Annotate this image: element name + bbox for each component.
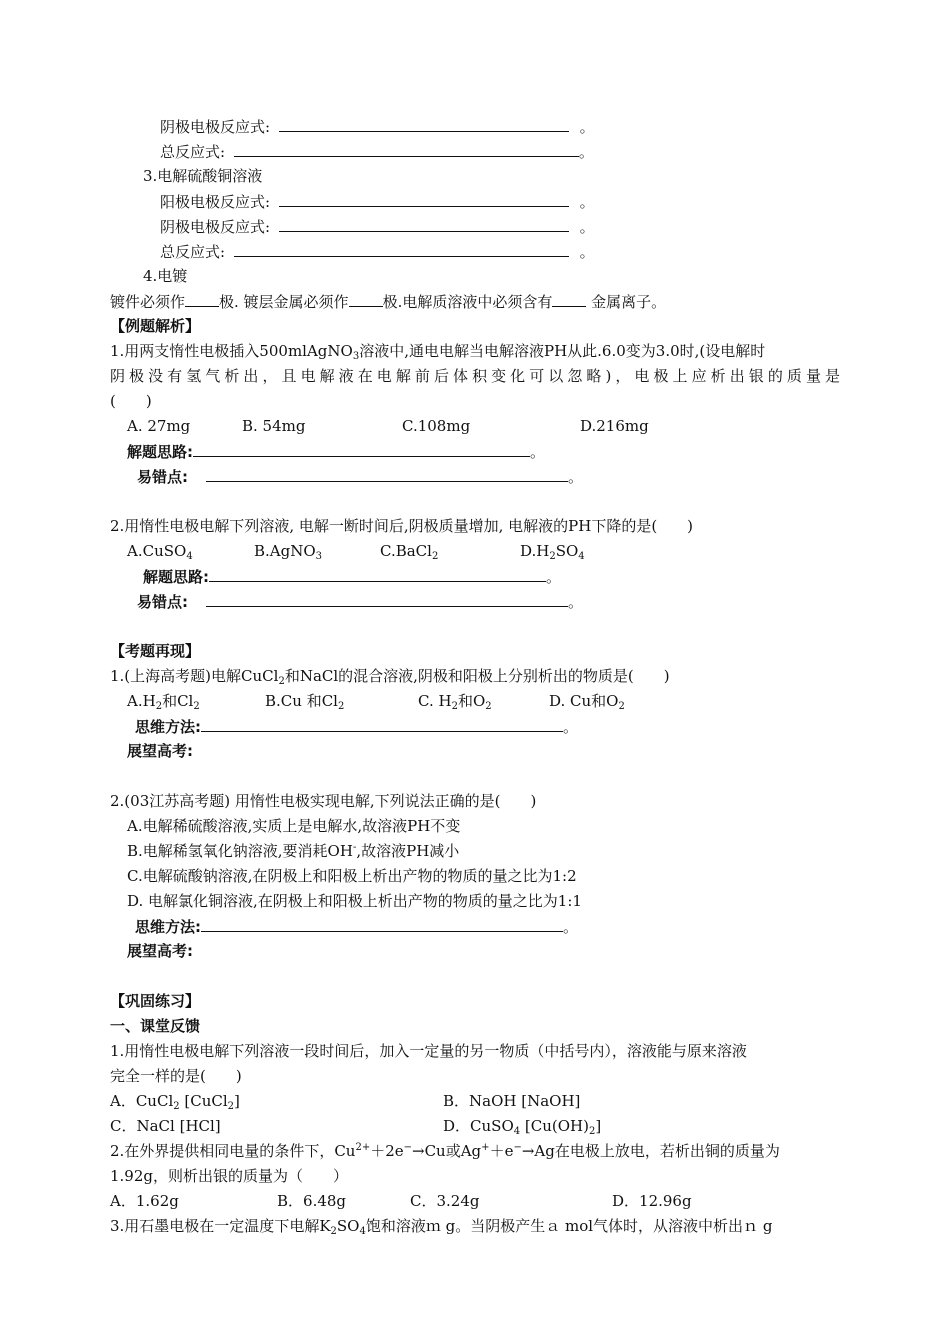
label: 阴极电极反应式: (160, 118, 271, 136)
subscript: 2 (618, 701, 625, 712)
text: B.AgNO (254, 542, 316, 560)
q2-option-a[interactable] (127, 541, 193, 561)
label: 易错点: (137, 593, 188, 611)
text: 镀件必须作 (110, 293, 186, 311)
q1-option-c[interactable]: C.108mg (402, 417, 471, 435)
subscript: 3 (315, 551, 323, 562)
answer-blank[interactable] (206, 591, 568, 607)
answer-blank[interactable] (201, 916, 563, 932)
e1-option-a[interactable] (127, 691, 200, 711)
superscript: − (513, 1142, 522, 1153)
p1-line1: 1.用惰性电极电解下列溶液一段时间后，加入一定量的另一物质（中括号内），溶液能与原来溶液 (110, 1042, 747, 1060)
e2-outlook-label: 展望高考: (127, 942, 193, 960)
label: 思维方法: (135, 918, 201, 936)
label: 总反应式: (160, 143, 226, 161)
p3-line1 (110, 1216, 772, 1236)
example-q1-line1 (110, 341, 765, 361)
period: 。 (579, 243, 595, 261)
q1-option-a[interactable]: A. 27mg (127, 417, 191, 435)
total-reaction-line (160, 141, 594, 162)
e1-option-c[interactable] (418, 691, 492, 711)
text: ] (234, 1092, 240, 1110)
answer-blank[interactable] (279, 216, 569, 232)
text: A.CuSO (127, 542, 187, 560)
text: 和Cl (162, 692, 194, 710)
p2-line1 (110, 1141, 780, 1161)
subscript: 2 (278, 676, 285, 687)
item-3: 3.电解硫酸铜溶液 (143, 167, 263, 185)
subscript: 2 (337, 701, 345, 712)
item-4: 4.电镀 (143, 267, 188, 285)
text: ＋e (489, 1142, 514, 1160)
q1-option-d[interactable]: D.216mg (580, 417, 649, 435)
label: 总反应式: (160, 243, 226, 261)
p2-option-c[interactable]: C．3.24g (410, 1192, 480, 1210)
subscript: 3 (352, 351, 360, 362)
section-heading-example: 【例题解析】 (110, 317, 201, 335)
text: C. H (418, 692, 452, 710)
answer-blank[interactable] (193, 441, 530, 457)
label: 易错点: (137, 468, 188, 486)
answer-blank[interactable] (209, 566, 546, 582)
text: D．CuSO (443, 1117, 514, 1135)
text: C.BaCl (380, 542, 432, 560)
p1-line2: 完全一样的是( ) (110, 1067, 242, 1085)
example-q2: 2.用惰性电极电解下列溶液, 电解一断时间后,阴极质量增加, 电解液的PH下降的是( ) (110, 517, 694, 535)
answer-blank[interactable] (201, 716, 563, 732)
period: 。 (579, 193, 595, 211)
e2-option-d[interactable]: D. 电解氯化铜溶液,在阴极上和阳极上析出产物的物质的量之比为1:1 (127, 892, 582, 910)
subscript: 2 (227, 1101, 235, 1112)
p1-option-c[interactable]: C．NaCl [HCl] (110, 1117, 221, 1135)
e2-method-line (135, 916, 578, 937)
anode-reaction-line (160, 191, 595, 212)
text: 1.用两支惰性电极插入500mlAgNO (110, 342, 353, 360)
answer-blank[interactable] (279, 116, 569, 132)
p1-option-a[interactable] (110, 1091, 240, 1111)
q2-option-c[interactable] (380, 541, 438, 561)
period: 。 (578, 143, 594, 161)
e2-option-a[interactable]: A.电解稀硫酸溶液,实质上是电解水,故溶液PH不变 (127, 817, 461, 835)
q1-option-b[interactable]: B. 54mg (242, 417, 306, 435)
answer-blank[interactable] (279, 191, 569, 207)
q2-thinking-line (143, 566, 561, 587)
subscript: 4 (359, 1226, 366, 1237)
q2-option-d[interactable] (520, 541, 585, 561)
text: 1.(上海高考题)电解CuCl (110, 667, 279, 685)
text: 和O (457, 692, 486, 710)
subscript: 2 (330, 1226, 337, 1237)
cathode-reaction-line-2 (160, 216, 595, 237)
p1-option-b[interactable]: B．NaOH [NaOH] (443, 1092, 581, 1110)
text: 和NaCl的混合溶液,阴极和阳极上分别析出的物质是( ) (284, 667, 670, 685)
text: 极. 镀层金属必须作 (219, 293, 349, 311)
superscript: 2+ (355, 1142, 371, 1153)
p2-option-a[interactable]: A．1.62g (110, 1192, 179, 1210)
e1-option-d[interactable] (549, 691, 625, 711)
superscript: + (481, 1142, 490, 1153)
q2-option-b[interactable] (254, 541, 322, 561)
subscript: 2 (451, 701, 458, 712)
text: ＋2e (370, 1142, 404, 1160)
subscript: 4 (513, 1126, 521, 1137)
text: D.H (520, 542, 550, 560)
e2-option-c[interactable]: C.电解硫酸钠溶液,在阴极上和阳极上析出产物的物质的量之比为1:2 (127, 867, 577, 885)
text: 极.电解质溶液中必须含有 (382, 293, 553, 311)
label: 思维方法: (135, 718, 201, 736)
text: 溶液中,通电电解当电解溶液PH从此.6.0变为3.0时,(设电解时 (359, 342, 766, 360)
e1-option-b[interactable] (265, 691, 344, 711)
period: 。 (579, 118, 595, 136)
subscript: 4 (578, 551, 585, 562)
label: 阴极电极反应式: (160, 218, 271, 236)
answer-blank[interactable] (185, 291, 219, 307)
label: 解题思路: (127, 443, 193, 461)
total-reaction-line-2 (160, 241, 595, 262)
e1-method-line (135, 716, 578, 737)
subscript: 4 (186, 551, 193, 562)
exam-q1 (110, 666, 670, 686)
cathode-reaction-line (160, 116, 595, 137)
text: ,故溶液PH减小 (356, 842, 460, 860)
p2-line2: 1.92g，则析出银的质量为（ ） (110, 1167, 349, 1185)
e1-outlook-label: 展望高考: (127, 742, 193, 760)
label: 阳极电极反应式: (160, 193, 271, 211)
subscript: 2 (193, 701, 200, 712)
plating-sentence (110, 291, 666, 312)
q2-error-line (137, 591, 583, 612)
q1-error-line (137, 466, 583, 487)
text: D. Cu和O (549, 692, 619, 710)
text: 金属离子。 (586, 293, 667, 311)
text: B.Cu 和Cl (265, 692, 338, 710)
text: SO (336, 1217, 360, 1235)
text: [Cu(OH) (520, 1117, 589, 1135)
label: 解题思路: (143, 568, 209, 586)
answer-blank[interactable] (552, 291, 586, 307)
text: A．CuCl (110, 1092, 174, 1110)
text: →Ag在电极上放电，若析出铜的质量为 (521, 1142, 780, 1160)
subscript: 2 (431, 551, 439, 562)
section-heading-exam: 【考题再现】 (110, 642, 201, 660)
text: A.H (127, 692, 156, 710)
text: 3.用石墨电极在一定温度下电解K (110, 1217, 331, 1235)
p1-option-d[interactable] (443, 1116, 601, 1136)
text: ] (595, 1117, 602, 1135)
period: 。 (568, 593, 584, 611)
period: 。 (563, 918, 579, 936)
example-q1-line2: 阴极没有氢气析出，且电解液在电解前后体积变化可以忽略)，电极上应析出银的质量是 (110, 367, 840, 385)
q1-thinking-line (127, 441, 545, 462)
p2-option-b[interactable]: B．6.48g (277, 1192, 347, 1210)
text: SO (555, 542, 579, 560)
answer-blank[interactable] (206, 466, 568, 482)
superscript: − (403, 1142, 413, 1153)
period: 。 (530, 443, 546, 461)
text: [CuCl (179, 1092, 228, 1110)
answer-blank[interactable] (349, 291, 383, 307)
subheading-class-feedback: 一、课堂反馈 (110, 1017, 201, 1035)
text: 饱和溶液ｍ g。当阴极产生ａ mol气体时，从溶液中析出ｎ g (365, 1217, 773, 1235)
exam-q2: 2.(03江苏高考题) 用惰性电极实现电解,下列说法正确的是( ) (110, 792, 537, 810)
period: 。 (563, 718, 579, 736)
p2-option-d[interactable]: D．12.96g (612, 1192, 692, 1210)
subscript: 2 (588, 1126, 596, 1137)
period: 。 (546, 568, 562, 586)
subscript: 2 (485, 701, 492, 712)
answer-blank[interactable] (234, 141, 579, 157)
text: →Cu或Ag (412, 1142, 482, 1160)
text: B.电解稀氢氧化钠溶液,要消耗OH (127, 842, 353, 860)
subscript: 2 (155, 701, 163, 712)
section-heading-practice: 【巩固练习】 (110, 992, 201, 1010)
subscript: 2 (549, 551, 556, 562)
text: 2.在外界提供相同电量的条件下，Cu (110, 1142, 356, 1160)
e2-option-b[interactable] (127, 841, 459, 861)
answer-blank[interactable] (234, 241, 569, 257)
subscript: 2 (173, 1101, 180, 1112)
period: 。 (568, 468, 584, 486)
example-q1-line3: ( ) (110, 392, 152, 410)
period: 。 (579, 218, 595, 236)
superscript: - (352, 842, 357, 853)
